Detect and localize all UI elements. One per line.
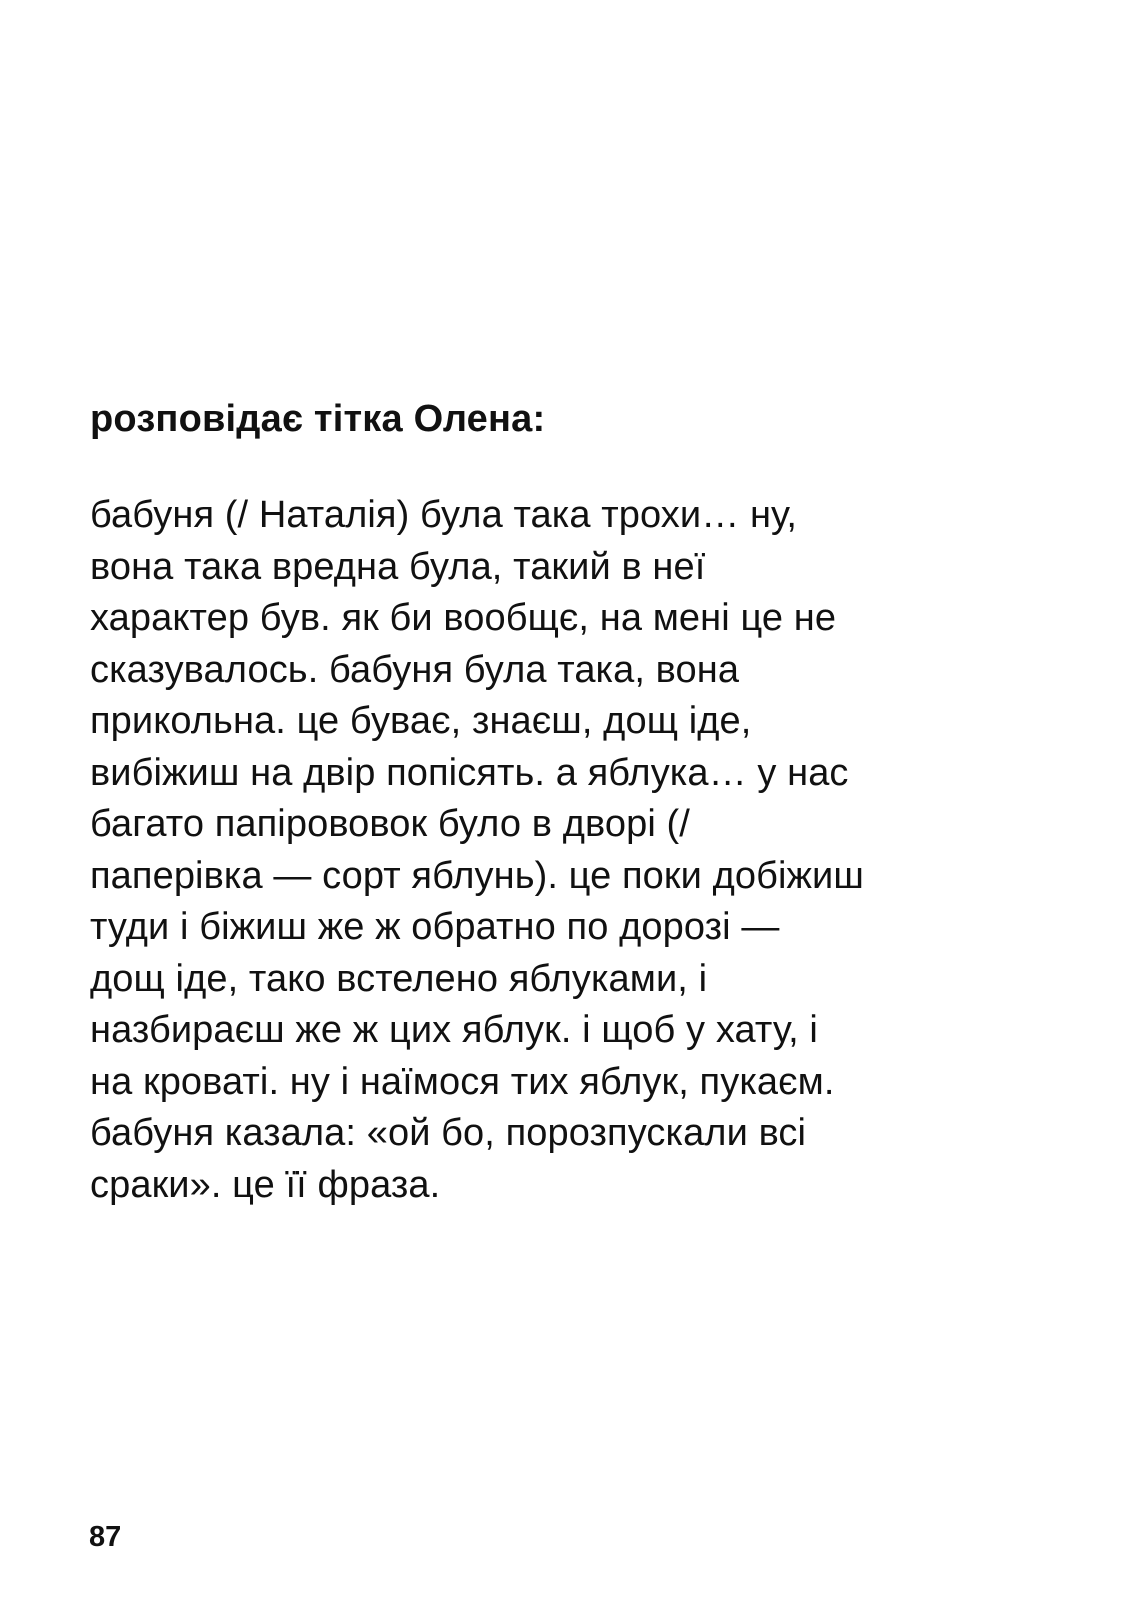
text-line: вибіжиш на двір попісять. а яблука… у нас (90, 751, 849, 794)
text-line: вона така вредна була, такий в неї (90, 545, 706, 588)
text-line: бабуня (/ Наталія) була така трохи… ну, (90, 494, 797, 536)
text-line: прикольна. це буває, знаєш, дощ іде, (90, 700, 752, 742)
page-number: 87 (89, 1521, 122, 1553)
text-line: сказувалось. бабуня була така, вона (90, 648, 740, 691)
text-line: паперівка — сорт яблунь). це поки добіжиш (90, 854, 864, 897)
text-line: на кроваті. ну і наїмося тих яблук, пукаєм. (90, 1060, 835, 1103)
text-line: дощ іде, тако встелено яблуками, і (90, 957, 708, 1000)
text-line: сраки». це її фраза. (90, 1163, 441, 1206)
speaker-heading: розповідає тітка Олена: (90, 398, 546, 440)
text-line: багато папірововок було в дворі (/ (90, 803, 690, 845)
text-line: назбираєш же ж цих яблук. і щоб у хату, і (90, 1009, 818, 1051)
text-line: бабуня казала: «ой бо, порозпускали всі (90, 1112, 807, 1154)
story-text (90, 490, 1090, 1211)
text-line: туди і біжиш же ж обратно по дорозі — (90, 906, 780, 948)
text-line: характер був. як би вообщє, на мені це не (90, 597, 837, 639)
